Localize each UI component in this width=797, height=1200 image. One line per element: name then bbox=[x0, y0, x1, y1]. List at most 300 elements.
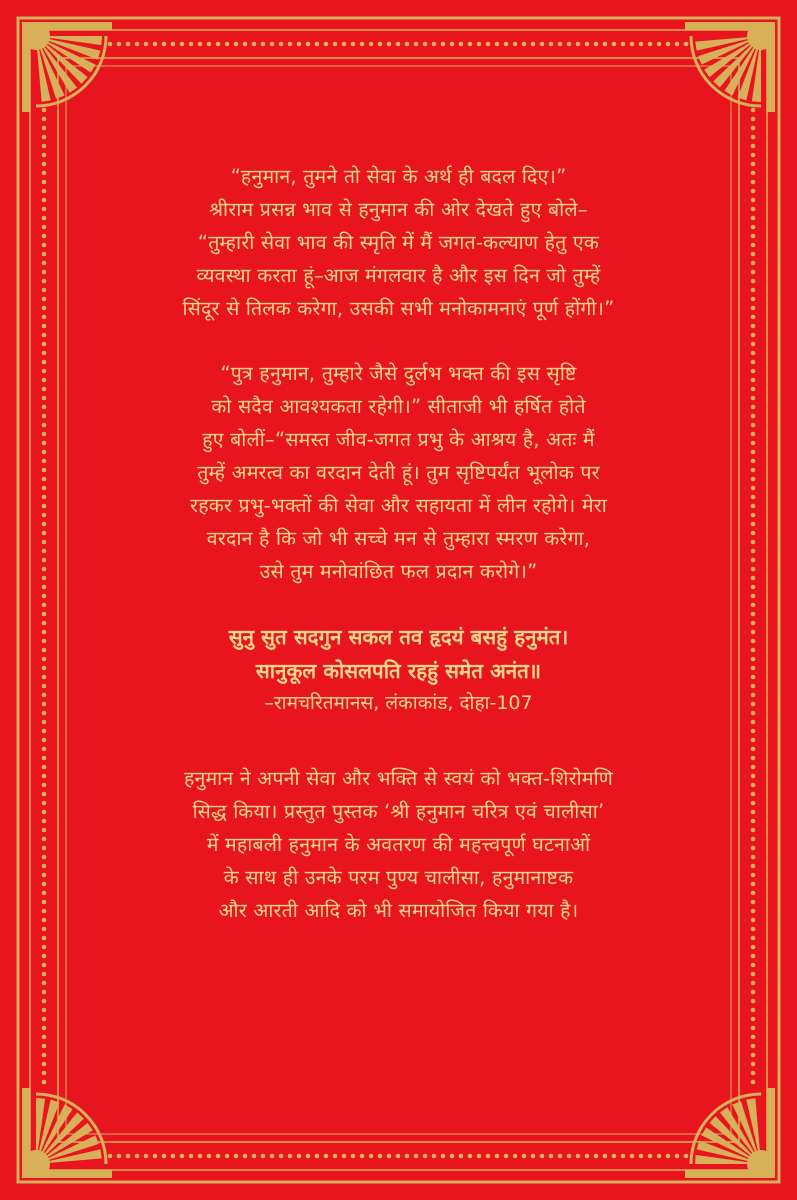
border-dot bbox=[207, 42, 212, 47]
text-line: सिंदूर से तिलक करेगा, उसकी सभी मनोकामनाएं पूर्ण होंगी।” bbox=[182, 297, 615, 320]
border-dot bbox=[42, 711, 47, 716]
border-dot bbox=[751, 369, 756, 374]
border-dot bbox=[360, 1154, 365, 1159]
border-dot bbox=[153, 1154, 158, 1159]
border-dot bbox=[675, 42, 680, 47]
border-dot bbox=[531, 1154, 536, 1159]
border-dot bbox=[432, 42, 437, 47]
text-line: रहकर प्रभु-भक्तों की सेवा और सहायता में लीन रहोगे। मेरा bbox=[190, 494, 607, 517]
border-dot bbox=[42, 1062, 47, 1067]
border-dot bbox=[42, 1026, 47, 1031]
border-dot bbox=[153, 42, 158, 47]
border-dot bbox=[522, 1154, 527, 1159]
verse-line: सानुकूल कोसलपति रहहुं समेत अनंत॥ bbox=[255, 659, 542, 683]
border-dot bbox=[42, 999, 47, 1004]
border-dot bbox=[42, 963, 47, 968]
border-dot bbox=[42, 558, 47, 563]
border-dot bbox=[751, 630, 756, 635]
text-line: उसे तुम मनोवांछित फल प्रदान करोगे।” bbox=[259, 560, 538, 583]
border-dot bbox=[42, 261, 47, 266]
border-dot bbox=[486, 42, 491, 47]
border-dot bbox=[42, 306, 47, 311]
border-dot bbox=[459, 42, 464, 47]
border-dot bbox=[751, 315, 756, 320]
border-dot bbox=[414, 1154, 419, 1159]
text-line: तुम्हें अमरत्व का वरदान देती हूं। तुम सृष्टिपर्यंत भूलोक पर bbox=[197, 461, 600, 484]
border-dot bbox=[495, 42, 500, 47]
border-dot bbox=[42, 657, 47, 662]
border-dot bbox=[405, 1154, 410, 1159]
border-dot bbox=[108, 42, 113, 47]
border-dot bbox=[414, 42, 419, 47]
border-dot bbox=[751, 585, 756, 590]
border-dot bbox=[207, 1154, 212, 1159]
border-dot bbox=[648, 1154, 653, 1159]
border-dot bbox=[751, 882, 756, 887]
border-dot bbox=[459, 1154, 464, 1159]
border-dot bbox=[360, 42, 365, 47]
border-dot bbox=[279, 1154, 284, 1159]
border-dot bbox=[42, 396, 47, 401]
border-dot bbox=[42, 918, 47, 923]
border-dot bbox=[612, 42, 617, 47]
border-dot bbox=[603, 1154, 608, 1159]
border-dot bbox=[333, 1154, 338, 1159]
border-dot bbox=[751, 486, 756, 491]
text-line: और आरती आदि को भी समायोजित किया गया है। bbox=[218, 899, 579, 922]
border-dot bbox=[180, 42, 185, 47]
border-dot bbox=[751, 333, 756, 338]
text-line: को सदैव आवश्यकता रहेगी।” सीताजी भी हर्षित होते bbox=[211, 395, 586, 418]
border-dot bbox=[751, 936, 756, 941]
border-dot bbox=[42, 324, 47, 329]
border-dot bbox=[751, 306, 756, 311]
border-dot bbox=[751, 783, 756, 788]
border-dot bbox=[288, 42, 293, 47]
border-dot bbox=[243, 1154, 248, 1159]
border-dot bbox=[42, 540, 47, 545]
border-dot bbox=[513, 42, 518, 47]
border-dot bbox=[450, 42, 455, 47]
border-dot bbox=[751, 909, 756, 914]
border-dot bbox=[42, 378, 47, 383]
text-line: में महाबली हनुमान के अवतरण की महत्त्वपूर्ण घटनाओं bbox=[206, 833, 591, 856]
border-dot bbox=[441, 1154, 446, 1159]
border-dot bbox=[751, 639, 756, 644]
border-dot bbox=[751, 198, 756, 203]
border-dot bbox=[252, 42, 257, 47]
border-dot bbox=[751, 603, 756, 608]
border-dot bbox=[657, 1154, 662, 1159]
border-dot bbox=[180, 1154, 185, 1159]
border-dot bbox=[684, 1154, 689, 1159]
border-dot bbox=[751, 1044, 756, 1049]
border-dot bbox=[42, 990, 47, 995]
border-dot bbox=[630, 1154, 635, 1159]
border-dot bbox=[751, 711, 756, 716]
border-dot bbox=[279, 42, 284, 47]
border-dot bbox=[751, 252, 756, 257]
border-dot bbox=[42, 936, 47, 941]
border-dot bbox=[751, 972, 756, 977]
border-dot bbox=[612, 1154, 617, 1159]
border-dot bbox=[751, 963, 756, 968]
border-dot bbox=[42, 513, 47, 518]
border-dot bbox=[42, 279, 47, 284]
border-dot bbox=[144, 1154, 149, 1159]
border-dot bbox=[751, 135, 756, 140]
border-dot bbox=[42, 828, 47, 833]
border-dot bbox=[751, 504, 756, 509]
border-dot bbox=[513, 1154, 518, 1159]
border-dot bbox=[751, 468, 756, 473]
border-dot bbox=[387, 42, 392, 47]
border-dot bbox=[42, 171, 47, 176]
border-dot bbox=[468, 42, 473, 47]
border-dot bbox=[751, 738, 756, 743]
paragraph-3 bbox=[95, 762, 702, 927]
border-dot bbox=[351, 1154, 356, 1159]
border-dot bbox=[648, 42, 653, 47]
border-dot bbox=[751, 297, 756, 302]
border-dot bbox=[42, 954, 47, 959]
border-dot bbox=[751, 675, 756, 680]
border-dot bbox=[751, 828, 756, 833]
border-dot bbox=[751, 351, 756, 356]
border-dot bbox=[405, 42, 410, 47]
border-dot bbox=[751, 225, 756, 230]
border-dot bbox=[751, 1053, 756, 1058]
border-dot bbox=[751, 513, 756, 518]
border-dot bbox=[42, 180, 47, 185]
border-dot bbox=[342, 42, 347, 47]
border-dot bbox=[171, 42, 176, 47]
border-dot bbox=[42, 702, 47, 707]
border-dot bbox=[42, 270, 47, 275]
verse-line: सुनु सुत सदगुन सकल तव हृदयं बसहुं हनुमंत। bbox=[228, 625, 569, 649]
border-dot bbox=[42, 423, 47, 428]
border-dot bbox=[751, 567, 756, 572]
border-dot bbox=[126, 42, 131, 47]
border-dot bbox=[189, 1154, 194, 1159]
border-dot bbox=[315, 1154, 320, 1159]
border-dot bbox=[504, 1154, 509, 1159]
border-dot bbox=[42, 801, 47, 806]
text-line: व्यवस्था करता हूं–आज मंगलवार है और इस दिन जो तुम्हें bbox=[196, 264, 601, 287]
border-dot bbox=[216, 1154, 221, 1159]
text-line: हुए बोलीं–“समस्त जीव-जगत प्रभु के आश्रय है, अतः मैं bbox=[202, 428, 595, 451]
border-dot bbox=[751, 729, 756, 734]
border-dot bbox=[423, 42, 428, 47]
border-dot bbox=[42, 387, 47, 392]
border-dot bbox=[42, 819, 47, 824]
border-dot bbox=[751, 756, 756, 761]
border-dot bbox=[42, 1017, 47, 1022]
border-dot bbox=[751, 594, 756, 599]
border-dot bbox=[751, 792, 756, 797]
border-dot bbox=[42, 585, 47, 590]
paragraph-1 bbox=[95, 160, 702, 325]
border-dot bbox=[42, 495, 47, 500]
border-dot bbox=[751, 927, 756, 932]
border-dot bbox=[549, 1154, 554, 1159]
border-dot bbox=[751, 171, 756, 176]
border-dot bbox=[42, 117, 47, 122]
border-dot bbox=[751, 900, 756, 905]
border-dot bbox=[531, 42, 536, 47]
border-dot bbox=[751, 855, 756, 860]
border-dot bbox=[324, 1154, 329, 1159]
border-dot bbox=[486, 1154, 491, 1159]
border-dot bbox=[522, 42, 527, 47]
text-line: वरदान है कि जो भी सच्चे मन से तुम्हारा स्मरण करेगा, bbox=[206, 527, 591, 550]
border-dot bbox=[576, 1154, 581, 1159]
border-dot bbox=[751, 216, 756, 221]
border-dot bbox=[42, 720, 47, 725]
border-dot bbox=[42, 405, 47, 410]
border-dot bbox=[42, 351, 47, 356]
border-dot bbox=[657, 42, 662, 47]
border-dot bbox=[751, 540, 756, 545]
border-dot bbox=[432, 1154, 437, 1159]
border-dot bbox=[751, 720, 756, 725]
border-dot bbox=[42, 234, 47, 239]
border-dot bbox=[751, 360, 756, 365]
border-dot bbox=[42, 891, 47, 896]
corner-fan-ornament-icon bbox=[22, 1088, 112, 1178]
border-dot bbox=[751, 234, 756, 239]
border-dot bbox=[42, 765, 47, 770]
border-dot bbox=[558, 42, 563, 47]
border-dot bbox=[751, 891, 756, 896]
border-dot bbox=[751, 747, 756, 752]
border-dot bbox=[42, 864, 47, 869]
border-dot bbox=[751, 693, 756, 698]
border-dot bbox=[42, 882, 47, 887]
border-dot bbox=[751, 441, 756, 446]
border-dot bbox=[42, 135, 47, 140]
border-dot bbox=[42, 243, 47, 248]
border-dot bbox=[42, 747, 47, 752]
border-dot bbox=[42, 531, 47, 536]
text-content bbox=[95, 160, 702, 959]
border-dot bbox=[751, 1017, 756, 1022]
border-dot bbox=[751, 180, 756, 185]
border-dot bbox=[751, 558, 756, 563]
border-dot bbox=[751, 261, 756, 266]
border-dot bbox=[751, 873, 756, 878]
border-dot bbox=[42, 981, 47, 986]
border-dot bbox=[42, 684, 47, 689]
border-dot bbox=[751, 666, 756, 671]
border-dot bbox=[751, 1062, 756, 1067]
verse-block bbox=[95, 620, 702, 718]
text-line: “पुत्र हनुमान, तुम्हारे जैसे दुर्लभ भक्त की इस सृष्टि bbox=[220, 362, 577, 385]
corner-fan-ornament-icon bbox=[685, 22, 775, 112]
border-dot bbox=[42, 639, 47, 644]
border-dot bbox=[42, 360, 47, 365]
border-dot bbox=[751, 396, 756, 401]
border-dot bbox=[594, 1154, 599, 1159]
border-dot bbox=[288, 1154, 293, 1159]
border-dot bbox=[216, 42, 221, 47]
border-dot bbox=[751, 684, 756, 689]
border-dot bbox=[42, 198, 47, 203]
border-dot bbox=[751, 153, 756, 158]
border-dot bbox=[261, 1154, 266, 1159]
border-dot bbox=[135, 42, 140, 47]
border-dot bbox=[751, 531, 756, 536]
border-dot bbox=[751, 126, 756, 131]
border-dot bbox=[477, 1154, 482, 1159]
border-dot bbox=[751, 405, 756, 410]
border-dot bbox=[751, 657, 756, 662]
border-dot bbox=[42, 432, 47, 437]
border-dot bbox=[751, 918, 756, 923]
border-dot bbox=[396, 1154, 401, 1159]
border-dot bbox=[751, 414, 756, 419]
border-dot bbox=[42, 630, 47, 635]
border-dot bbox=[751, 144, 756, 149]
border-dot bbox=[369, 42, 374, 47]
border-dot bbox=[751, 162, 756, 167]
border-dot bbox=[42, 1071, 47, 1076]
border-dot bbox=[751, 774, 756, 779]
border-dot bbox=[42, 900, 47, 905]
border-dot bbox=[297, 1154, 302, 1159]
border-dot bbox=[42, 621, 47, 626]
border-dot bbox=[225, 42, 230, 47]
border-dot bbox=[585, 42, 590, 47]
border-dot bbox=[751, 342, 756, 347]
border-dot bbox=[751, 837, 756, 842]
border-dot bbox=[751, 495, 756, 500]
text-line: “हनुमान, तुमने तो सेवा के अर्थ ही बदल दिए।” bbox=[230, 165, 567, 188]
border-dot bbox=[351, 42, 356, 47]
border-dot bbox=[576, 42, 581, 47]
border-dot bbox=[42, 297, 47, 302]
border-dot bbox=[42, 459, 47, 464]
border-dot bbox=[751, 702, 756, 707]
border-dot bbox=[270, 42, 275, 47]
border-dot bbox=[751, 999, 756, 1004]
border-dot bbox=[306, 1154, 311, 1159]
border-dot bbox=[396, 42, 401, 47]
border-dot bbox=[751, 981, 756, 986]
border-dot bbox=[42, 1035, 47, 1040]
border-dot bbox=[42, 1044, 47, 1049]
border-dot bbox=[306, 42, 311, 47]
border-dot bbox=[42, 414, 47, 419]
border-dot bbox=[42, 252, 47, 257]
text-line: हनुमान ने अपनी सेवा और भक्ति से स्वयं को भक्त-शिरोमणि bbox=[183, 767, 614, 790]
border-dot bbox=[567, 1154, 572, 1159]
border-dot bbox=[42, 468, 47, 473]
border-dot bbox=[751, 207, 756, 212]
border-dot bbox=[252, 1154, 257, 1159]
border-dot bbox=[297, 42, 302, 47]
border-dot bbox=[666, 42, 671, 47]
border-dot bbox=[423, 1154, 428, 1159]
border-dot bbox=[42, 315, 47, 320]
border-dot bbox=[603, 42, 608, 47]
border-dot bbox=[42, 603, 47, 608]
border-dot bbox=[675, 1154, 680, 1159]
border-dot bbox=[42, 945, 47, 950]
border-dot bbox=[42, 738, 47, 743]
border-dot bbox=[162, 1154, 167, 1159]
border-dot bbox=[751, 423, 756, 428]
border-dot bbox=[42, 450, 47, 455]
border-dot bbox=[450, 1154, 455, 1159]
border-dot bbox=[751, 954, 756, 959]
border-dot bbox=[751, 522, 756, 527]
border-dot bbox=[42, 207, 47, 212]
border-dot bbox=[567, 42, 572, 47]
border-dot bbox=[42, 162, 47, 167]
border-dot bbox=[540, 42, 545, 47]
border-dot bbox=[117, 1154, 122, 1159]
border-dot bbox=[751, 243, 756, 248]
border-dot bbox=[42, 594, 47, 599]
border-dot bbox=[42, 774, 47, 779]
border-dot bbox=[42, 126, 47, 131]
border-dot bbox=[594, 42, 599, 47]
border-dot bbox=[42, 486, 47, 491]
border-dot bbox=[198, 1154, 203, 1159]
border-dot bbox=[549, 42, 554, 47]
border-dot bbox=[42, 144, 47, 149]
border-dot bbox=[42, 522, 47, 527]
border-dot bbox=[495, 1154, 500, 1159]
border-dot bbox=[42, 648, 47, 653]
border-dot bbox=[751, 1080, 756, 1085]
border-dot bbox=[42, 477, 47, 482]
border-dot bbox=[751, 450, 756, 455]
border-dot bbox=[751, 108, 756, 113]
text-line: “तुम्हारी सेवा भाव की स्मृति में मैं जगत-कल्याण हेतु एक bbox=[197, 231, 600, 254]
border-dot bbox=[42, 909, 47, 914]
border-dot bbox=[751, 1026, 756, 1031]
border-dot bbox=[540, 1154, 545, 1159]
border-dot bbox=[270, 1154, 275, 1159]
border-dot bbox=[42, 369, 47, 374]
border-dot bbox=[751, 459, 756, 464]
border-dot bbox=[108, 1154, 113, 1159]
border-dot bbox=[42, 927, 47, 932]
border-dot bbox=[225, 1154, 230, 1159]
border-dot bbox=[751, 648, 756, 653]
border-dot bbox=[751, 549, 756, 554]
border-dot bbox=[42, 693, 47, 698]
border-dot bbox=[42, 855, 47, 860]
border-dot bbox=[42, 1053, 47, 1058]
border-dot bbox=[42, 288, 47, 293]
border-dot bbox=[751, 810, 756, 815]
border-dot bbox=[639, 1154, 644, 1159]
border-dot bbox=[42, 576, 47, 581]
border-dot bbox=[42, 189, 47, 194]
border-dot bbox=[162, 42, 167, 47]
border-dot bbox=[117, 42, 122, 47]
border-dot bbox=[189, 42, 194, 47]
corner-fan-ornament-icon bbox=[22, 22, 112, 112]
border-dot bbox=[261, 42, 266, 47]
border-dot bbox=[42, 972, 47, 977]
border-dot bbox=[198, 42, 203, 47]
text-line: श्रीराम प्रसन्न भाव से हनुमान की ओर देखते हुए बोले– bbox=[209, 198, 588, 221]
border-dot bbox=[234, 1154, 239, 1159]
